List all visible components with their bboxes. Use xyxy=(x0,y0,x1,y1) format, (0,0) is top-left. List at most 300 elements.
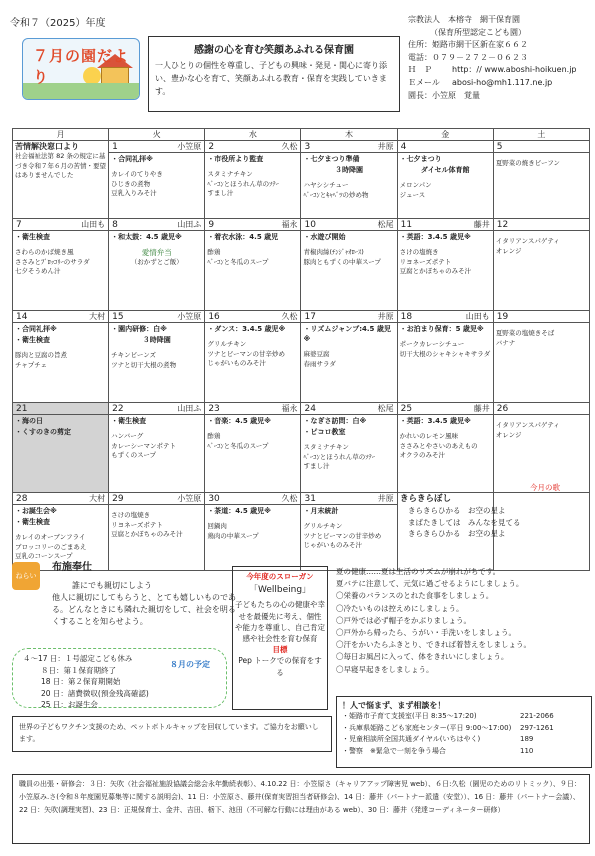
menu-item: カレイのてりやき xyxy=(111,170,163,178)
motto-title: 感謝の心を育む笑顔あふれる保育園 xyxy=(194,45,354,56)
staff-name: 藤井 xyxy=(473,220,490,229)
goal-label: 目標 xyxy=(272,645,288,655)
day-events xyxy=(13,415,108,437)
day-head xyxy=(301,311,396,323)
help-row xyxy=(342,746,586,757)
event-item: ・英語：3.4.5 歳児※ xyxy=(399,233,471,241)
day-menu xyxy=(205,170,300,199)
help-tel[interactable]: 110 xyxy=(520,746,534,755)
song-line: きらきらひかる お空の星よ xyxy=(408,529,506,538)
day-menu xyxy=(301,522,396,551)
day-menu xyxy=(109,351,204,370)
menu-item: イタリアンスパゲティ xyxy=(495,237,560,245)
corp-name: 宗教法人 本榕寺 網干保育園 xyxy=(408,15,520,24)
day-menu xyxy=(398,181,493,200)
nursery-info xyxy=(408,14,588,102)
address: 姫路市網干区新在家６６２ xyxy=(432,40,528,50)
day-head xyxy=(205,311,300,323)
calendar-day xyxy=(13,219,109,311)
day-number: 15 xyxy=(112,312,124,322)
menu-item: ツナとピーマンの甘辛炒め xyxy=(207,349,286,358)
bento-label: 愛情弁当 xyxy=(141,248,172,257)
calendar-day xyxy=(109,311,205,403)
day-head xyxy=(205,141,300,153)
day-menu xyxy=(494,421,589,440)
menu-item: もずくのスープ xyxy=(111,451,157,459)
day-menu xyxy=(13,152,108,181)
calendar-day xyxy=(109,493,205,571)
calendar-day xyxy=(205,403,301,493)
day-number: 28 xyxy=(16,494,28,504)
schedule-item: ８日：第１保育期終了 xyxy=(41,665,116,675)
day-number: 8 xyxy=(112,220,118,230)
calendar-day xyxy=(205,141,301,219)
menu-item: さわらのかば焼き風 xyxy=(15,248,74,256)
help-row xyxy=(342,711,586,722)
help-name: ・兵庫県姫路こども家庭センター(平日 9:00～17:00) xyxy=(342,723,512,732)
day-events xyxy=(109,323,204,334)
staff-name: 福永 xyxy=(281,220,298,229)
event-item: ・音楽：4.5 歳児※ xyxy=(207,417,271,425)
menu-item: 豚肉ともずくの中華スープ xyxy=(303,257,381,266)
day-events xyxy=(13,323,108,345)
day-menu xyxy=(494,237,589,256)
day-events xyxy=(13,231,108,242)
mail-row: Ｅメール abosi-ho@mh1.117.ne.jp xyxy=(408,77,553,87)
motto-box xyxy=(148,36,400,112)
calendar-day xyxy=(301,311,397,403)
calendar-day xyxy=(109,403,205,493)
help-row xyxy=(342,723,586,734)
service-title: 布施奉仕 xyxy=(52,562,92,573)
health-line: 〇早寝早起きをしましょう。 xyxy=(336,664,434,674)
day-events xyxy=(301,153,396,164)
day-head xyxy=(109,403,204,415)
menu-item: かれいのレモン風味 xyxy=(399,432,459,440)
year-label: 令和７（2025）年度 xyxy=(10,18,106,29)
day-head xyxy=(109,311,204,323)
day-head xyxy=(301,141,396,153)
help-title: ！人で悩まず、まず相談を！ xyxy=(342,701,446,710)
help-name: ・警察 ※緊急で一刻を争う場合 xyxy=(342,746,446,755)
menu-item: ﾍﾞｰｺﾝと冬瓜のスープ xyxy=(207,441,269,450)
event-item: 苦情解決窓口より xyxy=(15,142,79,151)
day-head xyxy=(494,219,589,231)
staff-name: 松尾 xyxy=(377,220,394,229)
menu-item: チャプチェ xyxy=(15,360,48,369)
health-line: 〇毎日お風呂に入って、体をきれいにしましょう。 xyxy=(336,652,509,662)
health-line: 〇汗をかいたらふきとり、できれば着替えをしましょう。 xyxy=(336,640,531,650)
day-events xyxy=(109,153,204,164)
calendar-day xyxy=(13,141,109,219)
menu-item: ハンバーグ xyxy=(111,432,144,440)
day-header: 火 xyxy=(109,129,205,141)
day-menu xyxy=(494,329,589,348)
menu-item: ささみとやさいのあえもの xyxy=(399,441,478,450)
staff-name: 福永 xyxy=(281,404,298,413)
day-head xyxy=(109,141,204,153)
day-head xyxy=(494,141,589,153)
day-events xyxy=(205,323,300,334)
day-menu xyxy=(205,248,300,267)
event-highlight: ダイセル体育館 xyxy=(420,166,470,174)
health-line: 夏バテに注意して、元気に過ごせるようにしましょう。 xyxy=(336,579,524,589)
calendar-day xyxy=(205,311,301,403)
day-number: 16 xyxy=(208,312,220,322)
calendar-day xyxy=(493,311,589,403)
event-item: ・英語：3.4.5 歳児※ xyxy=(399,417,471,425)
day-head xyxy=(301,493,396,505)
slogan-title: 今年度のスローガン xyxy=(246,572,314,581)
day-head xyxy=(301,219,396,231)
staff-name: 松尾 xyxy=(377,404,394,413)
song-of-month xyxy=(400,482,590,540)
health-line: 〇戸外では必ず帽子をかぶりましょう。 xyxy=(336,615,471,625)
menu-item: 豆腐とかぼちゃのみそ汁 xyxy=(111,530,183,538)
slogan-box xyxy=(232,566,328,710)
menu-item: メロンパン xyxy=(399,181,432,189)
day-events xyxy=(301,415,396,437)
bento-note: （おかずとご飯） xyxy=(130,257,183,266)
day-number: 12 xyxy=(496,220,509,230)
event-item: ・なぎさ訪問：白※ xyxy=(303,417,367,425)
calendar-day xyxy=(13,493,109,571)
day-events xyxy=(205,153,300,164)
menu-item: オレンジ xyxy=(495,430,522,439)
banner-title: ７月の園だより xyxy=(33,47,130,86)
event-item: ・合同礼拝※ xyxy=(15,325,57,333)
day-number: 9 xyxy=(208,220,215,230)
menu-item: グリルチキン xyxy=(303,522,343,530)
menu-item: バナナ xyxy=(495,338,516,347)
day-header: 水 xyxy=(205,129,301,141)
event-item: ・茶道：4.5 歳児※ xyxy=(207,507,271,515)
health-line: 〇冷たいものは控えめにしましょう。 xyxy=(336,603,464,613)
day-number: 4 xyxy=(400,142,407,152)
event-item: ・衛生検査 xyxy=(15,336,50,344)
august-schedule xyxy=(12,648,227,708)
menu-item: グリルチキン xyxy=(207,340,247,348)
event-item: ・ダンス：3.4.5 歳児※ xyxy=(207,325,286,333)
menu-item: ジュース xyxy=(399,190,426,199)
staff-name: 大村 xyxy=(89,494,106,503)
menu-item: ハヤシシチュー xyxy=(303,181,349,189)
event-item: ・着衣水泳：4.5 歳児 xyxy=(207,233,279,241)
event-item: ・お泊まり保育：5 歳児※ xyxy=(399,325,484,333)
day-head xyxy=(13,493,108,505)
song-label: 今月の歌 xyxy=(530,483,560,492)
menu-item: カレイのオーブンフライ xyxy=(15,533,86,541)
staff-name: 久松 xyxy=(281,142,298,151)
day-head xyxy=(398,141,493,153)
staff-training: 職員の出張・研修会：３日：矢吹（社会福祉施設協議会総会永年勤続表彰）、4.10.22 日：小笠原さ（キャリアアップ障害児 web）、６日:久松（園児のためのリトミック）、９日：小笠原み.さ(令和８年度園児募集等に関する説明会)、11 日：小笠原さ、藤井(保育実習担当者研修会)、14 日：藤井（パートナー派遣（安堂））、16 日：藤井（パートナー会議）、22 日：矢吹(調理実習)、23 日：正規保育士、金井、吉田、栃下、池田（不可解な行動には理由がある web）、30 日：藤井（発達コーディネーター研修） xyxy=(12,774,590,844)
menu-item: 酢鶏 xyxy=(207,248,221,256)
menu-item: ひじきの煮物 xyxy=(111,179,151,188)
menu-item: 回鍋肉 xyxy=(207,522,227,530)
song-title: きらきらぼし xyxy=(400,493,452,504)
motto-body: 一人ひとりの個性を尊重し、子どもの興味・発見・関心に寄り添い、豊かな心を育て、笑顔あふれる教育・保育を実践していきます。 xyxy=(155,61,387,96)
day-events xyxy=(301,231,396,242)
day-menu xyxy=(205,432,300,451)
event-item: ・七夕まつり xyxy=(399,155,442,163)
day-number: 29 xyxy=(112,494,124,504)
health-line: 〇栄養のバランスのとれた食事をしましょう。 xyxy=(336,591,494,601)
schedule-item: 25 日：お誕生会 xyxy=(41,700,98,710)
menu-item: 豆乳入りみそ汁 xyxy=(111,189,157,197)
day-menu xyxy=(301,350,396,369)
menu-item: スタミナチキン xyxy=(207,170,253,178)
menu-item: 鶏肉の中華スープ xyxy=(207,531,259,540)
day-header: 月 xyxy=(13,129,109,141)
health-line: 〇戸外から帰ったら、うがい・手洗いをしましょう。 xyxy=(336,628,516,638)
event-item: ・お誕生会※ xyxy=(15,507,57,515)
menu-item: 豆腐とかぼちゃのみそ汁 xyxy=(399,267,472,275)
event-item: ・水遊び開始 xyxy=(303,233,346,241)
event-item: ・衛生検査 xyxy=(111,417,147,425)
day-menu xyxy=(398,432,493,461)
day-menu xyxy=(205,522,300,541)
slogan-body: 子どもたちの心の健康や幸せを最優先に考え、個性や能力を尊重し、自己肯定感や社会性を育む保育 xyxy=(235,600,325,644)
day-menu xyxy=(109,432,204,461)
event-item: ・衛生検査 xyxy=(15,233,50,241)
day-number: 25 xyxy=(400,404,413,414)
event-item: ・和太鼓：4.5 歳児※ xyxy=(111,233,182,241)
calendar-day xyxy=(301,403,397,493)
calendar-day xyxy=(13,311,109,403)
day-menu xyxy=(205,340,300,369)
day-number: 30 xyxy=(208,494,220,504)
staff-name: 山田も xyxy=(81,220,106,229)
calendar-day xyxy=(397,141,493,219)
day-number: 26 xyxy=(496,404,509,414)
event-item: ・合同礼拝※ xyxy=(111,155,153,163)
head-name: 園長：小笠原 覚量 xyxy=(408,90,480,100)
help-contacts xyxy=(336,696,592,768)
day-head xyxy=(205,403,300,415)
mail-link[interactable]: abosi-ho@mh1.117.ne.jp xyxy=(452,77,553,87)
help-row xyxy=(342,734,586,745)
menu-item: ツナとピーマンの甘辛炒め xyxy=(303,531,382,540)
event-item: ・衛生検査 xyxy=(15,518,50,526)
menu-item: オレンジ xyxy=(495,246,522,255)
menu-item: ﾍﾞｰｺﾝとほうれん草のｿﾃｰ xyxy=(207,179,279,188)
staff-name: 藤井 xyxy=(473,404,490,413)
calendar-day xyxy=(301,141,397,219)
menu-item: ﾍﾞｰｺﾝとほうれん草のｿﾃｰ xyxy=(303,452,375,461)
menu-item: スタミナチキン xyxy=(303,443,349,451)
event-highlight: ３時降園 xyxy=(335,166,364,174)
calendar-day xyxy=(493,141,589,219)
menu-item: じゃがいものみそ汁 xyxy=(207,359,266,367)
day-menu xyxy=(13,351,108,370)
day-events xyxy=(109,231,204,242)
day-menu xyxy=(398,248,493,277)
menu-item: ポークカレーシチュー xyxy=(399,340,465,348)
day-number: 2 xyxy=(208,142,215,152)
day-events xyxy=(301,505,396,516)
day-number: 7 xyxy=(16,220,22,230)
event-item: ・リズムジャンプ:4.5 歳児※ xyxy=(303,325,391,343)
day-menu xyxy=(301,181,396,200)
health-line: 夏の健康……夏は生活のリズムが崩れがちです。 xyxy=(336,567,501,576)
day-head xyxy=(13,403,108,415)
menu-item: じゃがいものみそ汁 xyxy=(303,541,362,549)
day-number: 23 xyxy=(208,404,220,414)
menu-item: 豆乳のコーンスープ xyxy=(15,552,73,560)
day-number: 17 xyxy=(304,312,316,322)
day-number: 21 xyxy=(16,404,28,414)
day-menu xyxy=(494,159,589,169)
calendar-day xyxy=(205,219,301,311)
help-tel[interactable]: 221-2066 xyxy=(520,712,554,721)
calendar-day xyxy=(301,493,397,571)
calendar-day xyxy=(13,403,109,493)
event-item: ・海の日 xyxy=(15,417,43,425)
menu-item: すまし汁 xyxy=(207,189,234,197)
aim-icon: ねらい xyxy=(12,562,40,590)
staff-name: 井原 xyxy=(377,494,394,503)
staff-name: 久松 xyxy=(281,312,298,321)
song-line: まばたきしては みんなを見てる xyxy=(408,517,521,527)
day-number: 3 xyxy=(304,142,311,152)
day-events xyxy=(398,415,493,426)
menu-item: 夏野菜の焼きビーフン xyxy=(495,159,560,167)
staff-name: 山田も xyxy=(465,312,490,321)
staff-name: 久松 xyxy=(281,494,298,503)
menu-item: チキンビーンズ xyxy=(111,351,157,359)
menu-item: さけの塩焼き xyxy=(399,248,439,256)
help-tel[interactable]: 297-1261 xyxy=(520,723,554,732)
menu-item: ﾍﾞｰｺﾝとｷｬﾍﾞﾂの炒め物 xyxy=(303,190,369,199)
day-events xyxy=(205,505,300,516)
menu-item: ツナと切干大根の煮物 xyxy=(111,360,177,369)
day-head xyxy=(494,311,589,323)
staff-name: 大村 xyxy=(89,312,106,321)
calendar-day xyxy=(109,141,205,219)
staff-name: 小笠原 xyxy=(177,312,202,321)
staff-name: 小笠原 xyxy=(177,494,202,503)
day-head xyxy=(398,311,493,323)
help-tel[interactable]: 189 xyxy=(520,735,534,744)
calendar-day xyxy=(493,219,589,311)
event-item: ・園内研修：白※ xyxy=(111,325,167,333)
menu-item: すまし汁 xyxy=(303,462,330,470)
day-events xyxy=(13,141,108,152)
menu-item: ﾍﾞｰｺﾝと冬瓜のスープ xyxy=(207,257,269,266)
day-head xyxy=(398,219,493,231)
staff-name: 山田ふ xyxy=(177,220,202,229)
menu-item: リヨネーズポテト xyxy=(111,520,163,529)
help-name: ・姫路市子育て支援室(平日 8:35～17:20) xyxy=(342,712,477,721)
menu-item: イタリアンスパゲティ xyxy=(495,421,560,429)
day-menu xyxy=(301,443,396,472)
menu-item: ブロッコリーのごまあえ xyxy=(15,542,87,551)
day-head xyxy=(301,403,396,415)
day-events xyxy=(13,505,108,527)
day-events xyxy=(301,323,396,344)
event-item: ・ピコロ教室 xyxy=(303,428,346,436)
day-events xyxy=(398,231,493,242)
calendar-day xyxy=(109,219,205,311)
schedule-item: 20 日：諸費徴収(預金残高確認) xyxy=(41,688,149,698)
day-events xyxy=(205,415,300,426)
day-number: 24 xyxy=(304,404,316,414)
event-item: ・くすのきの剪定 xyxy=(15,428,71,436)
day-head xyxy=(205,493,300,505)
tel: ０７９－２７２－０６２３ xyxy=(432,52,528,62)
slogan-word: 「Wellbeing」 xyxy=(248,585,312,596)
day-head xyxy=(398,403,493,415)
corp-type: （保育所型認定こども園） xyxy=(430,27,526,37)
day-number: 22 xyxy=(112,404,124,414)
menu-item: ささみとﾌﾞﾛｯｺﾘｰのサラダ xyxy=(15,257,90,266)
day-events xyxy=(109,415,204,426)
menu-item: 夏野菜の塩焼きそば xyxy=(495,329,555,337)
sunflower-badge: ８月の予定 xyxy=(170,660,210,669)
day-header: 金 xyxy=(397,129,493,141)
day-menu xyxy=(301,248,396,267)
menu-item: カレーシーマンポテト xyxy=(111,441,177,450)
hp-link[interactable]: http：// www.aboshi-hoikuen.jp xyxy=(452,65,577,75)
day-head xyxy=(13,219,108,231)
event-item: ・市役所より監査 xyxy=(207,155,264,163)
day-head xyxy=(494,403,589,415)
staff-name: 山田ふ xyxy=(177,404,202,413)
bottle-cap-notice: 世界の子どもワクチン支援のため、ペットボトルキャップを回収しています。ご協力をお願いします。 xyxy=(12,716,332,752)
day-head xyxy=(205,219,300,231)
day-head xyxy=(109,493,204,505)
menu-item: 七夕そうめん汁 xyxy=(15,267,61,275)
day-number: 1 xyxy=(112,142,118,152)
day-events xyxy=(398,323,493,334)
service-line: 誰にでも親切にしよう xyxy=(72,581,152,590)
event-highlight: ３時降園 xyxy=(142,336,171,344)
day-header: 木 xyxy=(301,129,397,141)
menu-item: オクラのみそ汁 xyxy=(399,451,445,459)
menu-item: 豚肉と豆腐の旨煮 xyxy=(15,351,67,359)
calendar-day xyxy=(301,219,397,311)
schedule-item: 18 日：第２保育期開始 xyxy=(41,677,121,687)
day-menu xyxy=(109,511,204,540)
day-head xyxy=(109,219,204,231)
day-menu xyxy=(109,170,204,199)
day-number: 18 xyxy=(400,312,413,322)
staff-name: 井原 xyxy=(377,142,394,151)
staff-name: 小笠原 xyxy=(177,142,202,151)
calendar-day xyxy=(397,219,493,311)
hp-row: Ｈ Ｐ http：// www.aboshi-hoikuen.jp xyxy=(408,65,577,75)
menu-item: リヨネーズポテト xyxy=(399,257,452,266)
service-line: 他人に親切にしてもらうと、とても嬉しいものである。どんなときにも隣れた親切をして、社会を明るくすることを知らせよう。 xyxy=(52,593,236,626)
day-number: 10 xyxy=(304,220,316,230)
day-number: 31 xyxy=(304,494,316,504)
complaint-note: 社会福祉法第 82 条の規定に基づき令和７年６月の苦情・要望はありませんでした xyxy=(15,152,106,179)
calendar-day xyxy=(205,493,301,571)
day-menu xyxy=(13,533,108,562)
help-name: ・児童相談所全国共通ダイヤル(いちはやく) xyxy=(342,735,481,744)
address-row: 住所：姫路市網干区新在家６６２ xyxy=(408,40,528,50)
goal-text: Pep トークでの保育をする xyxy=(238,656,322,677)
menu-item: 切干大根のシャキシャキサラダ xyxy=(399,349,491,358)
calendar-day xyxy=(493,403,589,493)
schedule-item: ４～17 日：１号認定こども休み xyxy=(23,654,133,663)
health-section xyxy=(336,566,592,676)
tel-row: 電話：０７９－２７２－０６２３ xyxy=(408,52,528,62)
day-number: 19 xyxy=(496,312,509,322)
menu-item: 青椒肉絲(ﾁﾝｼﾞｬｵﾛｰｽ) xyxy=(303,248,364,256)
newsletter-banner xyxy=(22,38,140,100)
day-menu xyxy=(13,248,108,277)
